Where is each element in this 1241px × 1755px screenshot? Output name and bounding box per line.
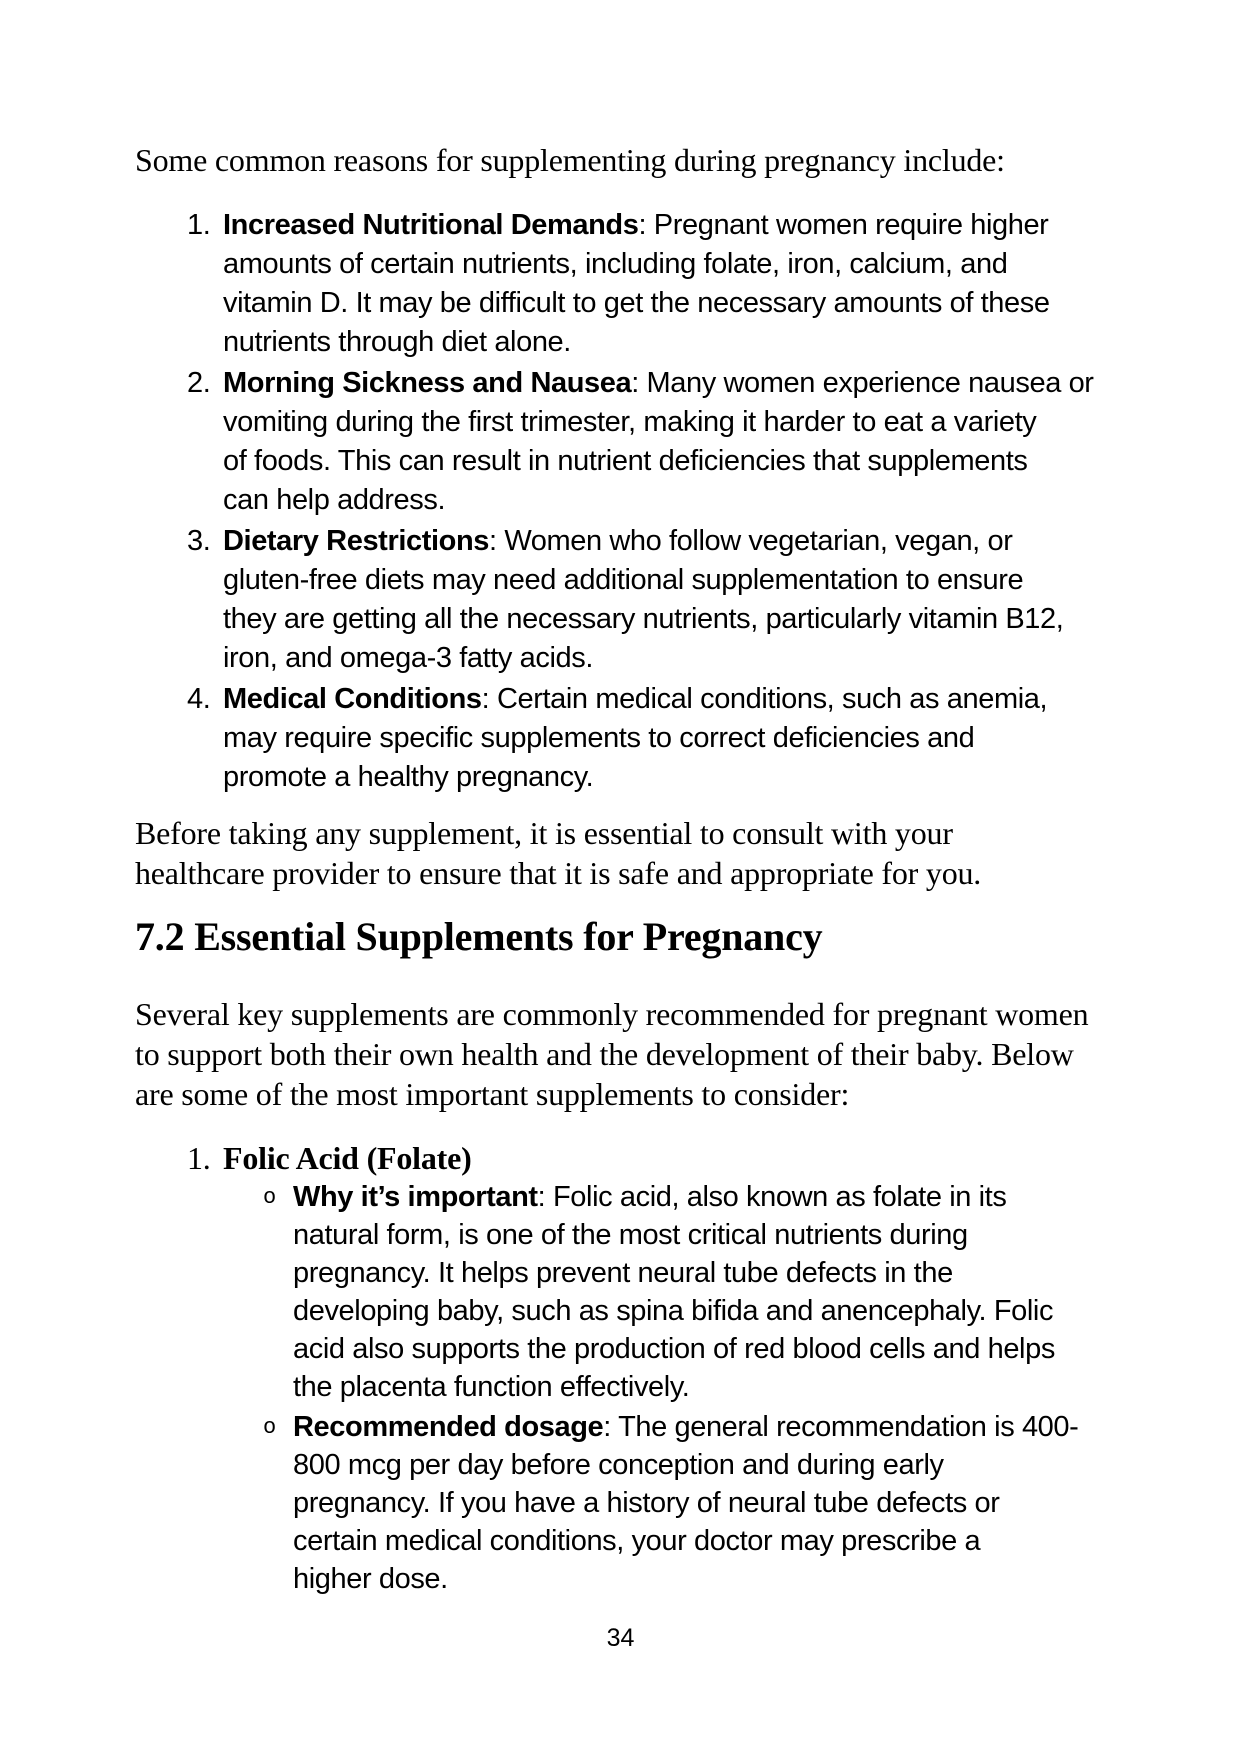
supplement-name-line <box>135 1138 1135 1178</box>
supplement-name: Folic Acid (Folate) <box>223 1140 472 1176</box>
sub-bullet-text: : Folic acid, also known as folate in its <box>537 1181 1007 1213</box>
sub-bullet-line: acid also supports the production of red blood cells and helps <box>293 1333 1055 1365</box>
list-item-line: of foods. This can result in nutrient deficiencies that supplements <box>223 445 1028 477</box>
overview-paragraph <box>135 994 1135 1114</box>
list-item-label: Medical Conditions <box>223 683 482 715</box>
section-heading: 7.2 Essential Supplements for Pregnancy <box>135 914 823 959</box>
consult-paragraph <box>135 813 1135 893</box>
list-item-line: amounts of certain nutrients, including folate, iron, calcium, and <box>223 248 1008 280</box>
list-item-text: : Women who follow vegetarian, vegan, or <box>489 525 1013 557</box>
list-item-morning-sickness <box>135 364 1135 520</box>
sub-bullet-list <box>135 1178 1135 1598</box>
list-item-label: Dietary Restrictions <box>223 525 489 557</box>
list-item-folic-acid <box>135 1138 1135 1598</box>
list-item-line: iron, and omega-3 fatty acids. <box>223 642 594 674</box>
list-item-line: vomiting during the first trimester, making it harder to eat a variety <box>223 406 1037 438</box>
list-item-line: nutrients through diet alone. <box>223 326 571 358</box>
list-item-text: : Many women experience nausea or <box>631 367 1094 399</box>
list-item-increased-nutritional-demands <box>135 206 1135 362</box>
list-item-line: can help address. <box>223 484 446 516</box>
list-item-line: promote a healthy pregnancy. <box>223 761 594 793</box>
sub-bullet-line: the placenta function effectively. <box>293 1371 690 1403</box>
sub-bullet-label: Recommended dosage <box>293 1411 604 1443</box>
sub-bullet-line: higher dose. <box>293 1563 448 1595</box>
intro-paragraph <box>135 140 1135 180</box>
sub-bullet-line: certain medical conditions, your doctor may prescribe a <box>293 1525 981 1557</box>
page-content <box>135 140 1135 1598</box>
list-item-text: : Certain medical conditions, such as anemia, <box>481 683 1048 715</box>
list-item-line: may require specific supplements to correct deficiencies and <box>223 722 975 754</box>
list-item-number: 3. <box>187 525 211 557</box>
overview-line: are some of the most important supplements to consider: <box>135 1076 850 1112</box>
sub-bullet-recommended-dosage <box>135 1408 1135 1598</box>
list-item-line: vitamin D. It may be difficult to get the necessary amounts of these <box>223 287 1050 319</box>
list-item-line <box>223 206 1135 245</box>
sub-bullet-line: pregnancy. It helps prevent neural tube defects in the <box>293 1257 953 1289</box>
list-item-number: 4. <box>187 683 211 715</box>
list-item-line <box>223 364 1135 403</box>
sub-bullet-line: pregnancy. If you have a history of neural tube defects or <box>293 1487 1000 1519</box>
list-item-number: 2. <box>187 367 211 399</box>
intro-text: Some common reasons for supplementing during pregnancy include: <box>135 142 1005 178</box>
circle-bullet-icon: o <box>263 1185 277 1210</box>
sub-bullet-line: natural form, is one of the most critical nutrients during <box>293 1219 968 1251</box>
list-item-number: 1. <box>187 209 211 241</box>
sub-bullet-why-important <box>135 1178 1135 1406</box>
list-item-number: 1. <box>187 1140 211 1176</box>
overview-line: Several key supplements are commonly recommended for pregnant women <box>135 996 1089 1032</box>
list-item-label: Increased Nutritional Demands <box>223 209 639 241</box>
consult-line: Before taking any supplement, it is essential to consult with your <box>135 815 953 851</box>
list-item-label: Morning Sickness and Nausea <box>223 367 632 399</box>
sub-bullet-line: developing baby, such as spina bifida and anencephaly. Folic <box>293 1295 1054 1327</box>
list-item-line: they are getting all the necessary nutrients, particularly vitamin B12, <box>223 603 1064 635</box>
sub-bullet-line <box>293 1178 1135 1216</box>
reasons-numbered-list <box>135 206 1135 797</box>
page-number-footer: 34 <box>606 1624 635 1652</box>
list-item-line <box>223 680 1135 719</box>
supplements-numbered-list <box>135 1138 1135 1598</box>
circle-bullet-icon: o <box>263 1415 277 1440</box>
list-item-medical-conditions <box>135 680 1135 797</box>
sub-bullet-text: : The general recommendation is 400- <box>603 1411 1079 1443</box>
list-item-line: gluten-free diets may need additional supplementation to ensure <box>223 564 1024 596</box>
sub-bullet-line: 800 mcg per day before conception and during early <box>293 1449 944 1481</box>
overview-line: to support both their own health and the development of their baby. Below <box>135 1036 1074 1072</box>
sub-bullet-line <box>293 1408 1135 1446</box>
list-item-line <box>223 522 1135 561</box>
list-item-text: : Pregnant women require higher <box>638 209 1049 241</box>
sub-bullet-label: Why it’s important <box>293 1181 538 1213</box>
consult-line: healthcare provider to ensure that it is safe and appropriate for you. <box>135 855 982 891</box>
list-item-dietary-restrictions <box>135 522 1135 678</box>
